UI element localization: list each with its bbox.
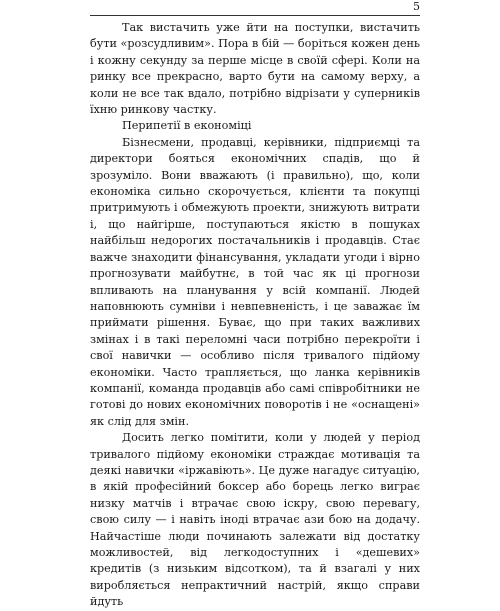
section-heading: Перипетії в економіці <box>122 119 252 133</box>
body-text <box>90 20 420 611</box>
paragraph: Так вистачить уже йти на поступки, вистачить бути «розсудливим». Пора в бій — боріться кожен день і кожну секунду за перше місце в своїй сфері. Коли на ринку все прекрасно, варто бути на самому верху, а коли не все так вдало, потрібно відрізати у суперників їхню ринкову частку. <box>90 21 420 117</box>
header-rule <box>90 15 420 16</box>
paragraph: Досить легко помітити, коли у людей у період тривалого підйому економіки страждає мотивація та деякі навички «іржавіють». Це дуже нагадує ситуацію, в якій професійний боксер або борець легко виграє низку матчів і втрачає свою іскру, свою перевагу, свою силу — і навіть іноді втрачає ази бою на додачу. Найчастіше люди починають залежати від достатку можливостей, від легкодоступних і «дешевих» кредитів (з низьким відсотком), та й взагалі у них виробляється непрактичний настрій, якщо справи йдуть <box>90 431 420 609</box>
paragraph: Бізнесмени, продавці, керівники, підприємці та директори бояться економічних спадів, що й зрозуміло. Вони вважають (і правильно), що, коли економіка сильно скорочується, клієнти та покупці притримують і обмежують проекти, знижують витрати і, що найгірше, поступаються якістю в пошуках найбільш недорогих постачальників і продавців. Стає важче знаходити фінансування, укладати угоди і вірно прогнозувати майбутнє, в той час як ці прогнози впливають на планування у всій компанії. Людей наповнюють сумніви і невпевненість, і це заважає їм приймати рішення. Буває, що при таких важливих змінах і в такі переломні часи потрібно перекроїти і свої навички — особливо після тривалого підйому економіки. Часто трапляється, що ланка керівників компанії, команда продавців або самі співробітники не готові до нових економічних поворотів і не «оснащені» як слід для змін. <box>90 135 420 428</box>
page-number: 5 <box>413 0 420 13</box>
